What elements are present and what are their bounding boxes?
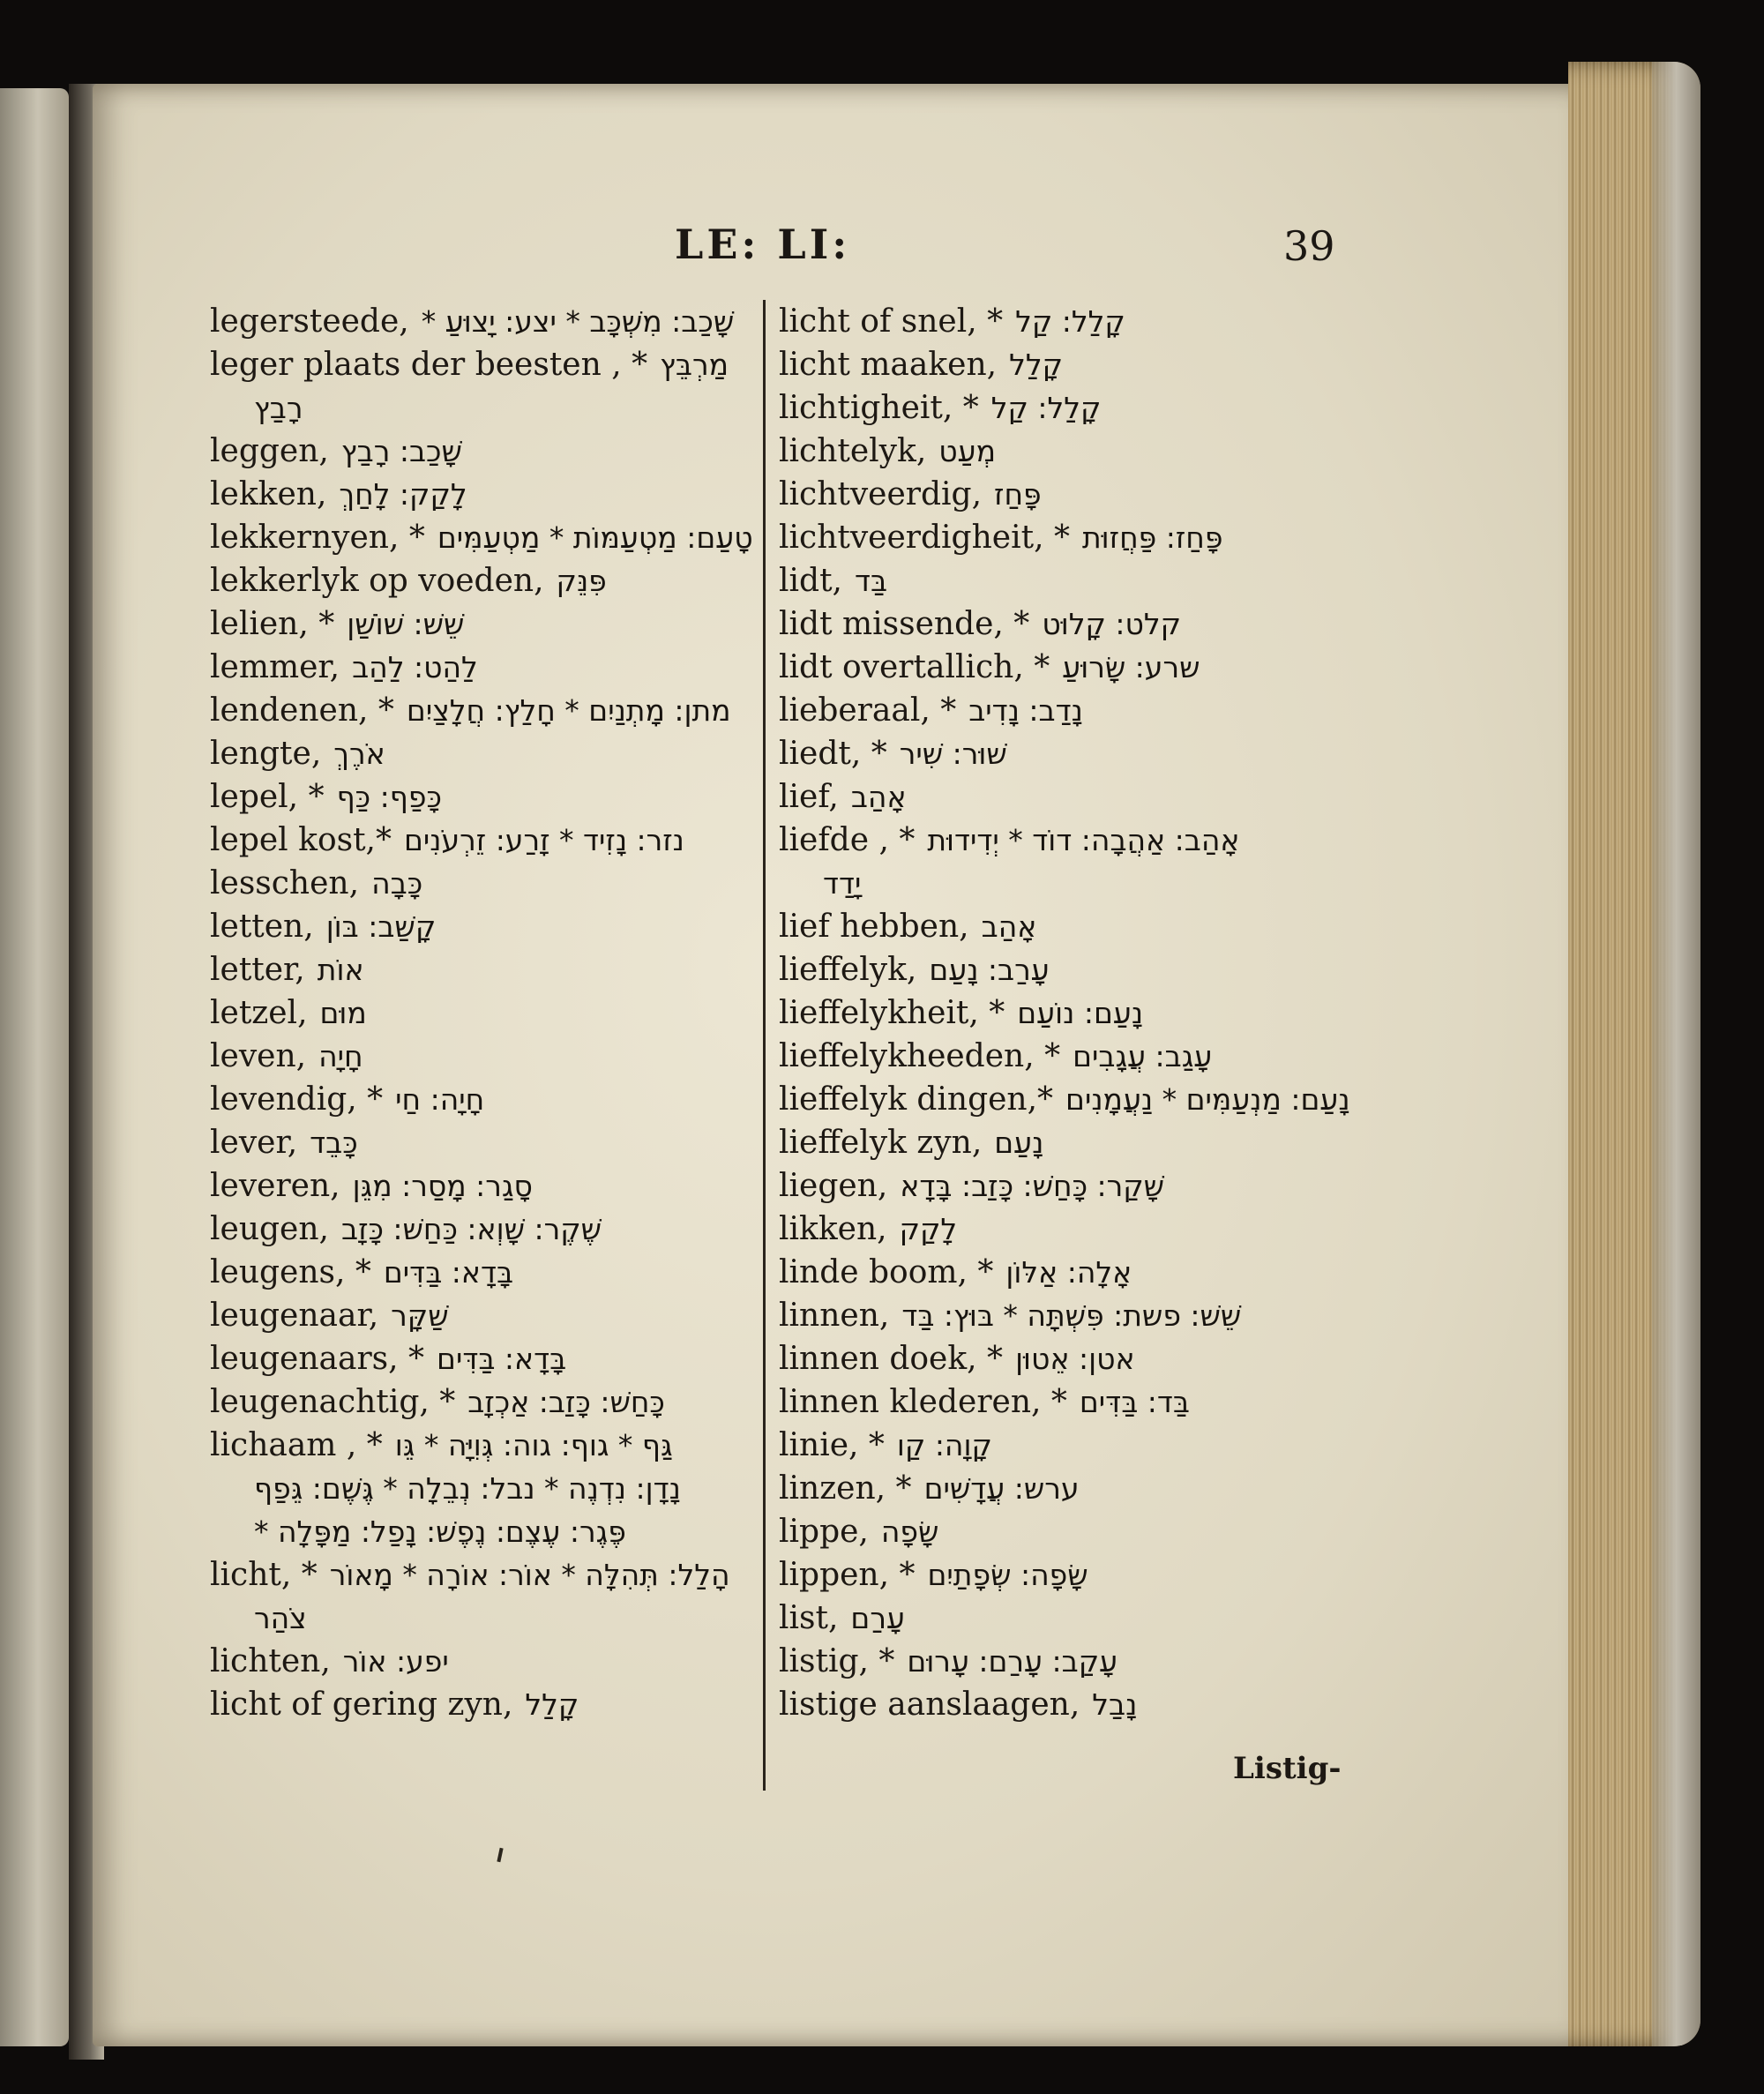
dictionary-entry — [779, 1078, 1350, 1121]
dictionary-entry — [779, 1683, 1273, 1726]
hebrew-equivalents: כָּפַף: כַּף — [336, 780, 442, 814]
hebrew-equivalents: הָלַל: תְּהִלָּה * אוֹר: אוֹרָה * מָאוֹר — [329, 1558, 730, 1592]
page-edges — [1568, 62, 1700, 2046]
dutch-headword: letter, — [210, 952, 305, 988]
dutch-headword: lemmer, — [210, 649, 340, 685]
hebrew-equivalents: מְעַט — [938, 434, 997, 468]
dictionary-entry — [210, 775, 752, 819]
dutch-headword: lieffelyk dingen,* — [779, 1081, 1054, 1118]
dictionary-entry — [779, 1208, 1273, 1251]
dutch-headword: legersteede, — [210, 303, 409, 340]
dutch-headword: leggen, — [210, 433, 329, 469]
dictionary-entry — [210, 473, 752, 516]
hebrew-equivalents: מתן: מָתְנַיִם * חָלַץ: חֲלָצַיִם — [406, 693, 731, 728]
dictionary-entry — [210, 905, 752, 948]
running-head: LE: LI: — [675, 221, 851, 268]
page-number: 39 — [1283, 222, 1335, 270]
hebrew-equivalents: פָּחַז: פַּחֲזוּת — [1081, 520, 1223, 555]
hebrew-equivalents: חָיָה: חַי — [395, 1082, 485, 1117]
dictionary-entry — [210, 1164, 752, 1208]
dutch-headword: lekkernyen, * — [210, 520, 425, 556]
dutch-headword: lepel kost,* — [210, 822, 392, 858]
dutch-headword: letten, — [210, 909, 314, 945]
hebrew-equivalents: עָקַב: עָרַם: עָרוּם — [907, 1644, 1118, 1679]
dictionary-entry — [210, 1251, 752, 1294]
dutch-headword: lekken, — [210, 476, 327, 512]
dutch-headword: lieberaal, * — [779, 692, 957, 729]
dutch-headword: leveren, — [210, 1168, 340, 1204]
dictionary-entry — [210, 430, 752, 473]
previous-page-edge — [0, 88, 69, 2046]
dictionary-entry — [779, 1380, 1273, 1424]
dictionary-entry — [210, 991, 752, 1035]
dictionary-entry — [210, 1035, 752, 1078]
dictionary-entry — [210, 689, 752, 732]
dutch-headword: licht of gering zyn, — [210, 1686, 513, 1723]
hebrew-equivalents: בַּד — [854, 564, 888, 598]
dictionary-entry — [210, 948, 752, 991]
dictionary-entry — [210, 1294, 752, 1337]
hebrew-equivalents: שָׁכַב: רָבַץ — [340, 434, 462, 468]
dictionary-entry — [779, 516, 1273, 559]
dictionary-entry — [779, 948, 1273, 991]
hebrew-equivalents: לַהַט: לַהַב — [352, 650, 478, 684]
right-column — [779, 300, 1350, 1726]
hebrew-equivalents: צֹהַר — [254, 1601, 307, 1635]
dictionary-entry — [779, 1251, 1273, 1294]
dictionary-entry — [210, 516, 752, 559]
dutch-headword: linzen, * — [779, 1470, 912, 1507]
dictionary-entry — [779, 732, 1273, 775]
hebrew-equivalents: שׁוּר: שִׁיר — [899, 737, 1007, 771]
hebrew-equivalents: קָלַל: קַל — [990, 391, 1102, 425]
hebrew-equivalents: יפע: אוֹר — [342, 1644, 449, 1679]
dictionary-entry — [779, 343, 1273, 386]
hebrew-equivalents: נָדָן: נִדְנֶה * נבל: נְבֵלָה * גֶּשֶׁם: גֵּפַף — [254, 1471, 681, 1506]
dictionary-entry — [210, 1597, 752, 1640]
dutch-headword: listige aanslaagen, — [779, 1686, 1080, 1723]
dictionary-entry — [779, 386, 1273, 430]
dictionary-entry — [779, 1121, 1273, 1164]
dictionary-entry — [779, 775, 1273, 819]
hebrew-equivalents: עָגַב: עֲגָבִים — [1073, 1039, 1213, 1073]
hebrew-equivalents: קָלַל: קַל — [1015, 304, 1125, 339]
dutch-headword: linie, * — [779, 1427, 885, 1463]
dutch-headword: leugen, — [210, 1211, 329, 1247]
dutch-headword: linnen klederen, * — [779, 1384, 1067, 1420]
dictionary-entry — [210, 1553, 752, 1597]
dictionary-entry — [779, 646, 1273, 689]
dutch-headword: lieffelyk, — [779, 952, 917, 988]
dictionary-entry — [779, 689, 1273, 732]
dictionary-entry — [779, 862, 1273, 905]
dictionary-entry — [210, 1121, 752, 1164]
dutch-headword: likken, — [779, 1211, 887, 1247]
dictionary-entry — [779, 430, 1273, 473]
dictionary-entry — [210, 1078, 752, 1121]
hebrew-equivalents: אטן: אֵטוּן — [1015, 1342, 1135, 1376]
hebrew-equivalents: פִּנֵּק — [556, 564, 607, 598]
dutch-headword: levendig, * — [210, 1081, 384, 1118]
left-column — [210, 300, 752, 1726]
dutch-headword: leugenachtig, * — [210, 1384, 456, 1420]
hebrew-equivalents: כָּחַשׁ: כָּזַב: אַכְזָב — [467, 1385, 665, 1419]
dutch-headword: lichten, — [210, 1643, 331, 1679]
dictionary-entry — [779, 1035, 1273, 1078]
dutch-headword: lever, — [210, 1125, 298, 1161]
dutch-headword: lieffelykheeden, * — [779, 1038, 1061, 1074]
hebrew-equivalents: לָקַק: לָחַךְ — [339, 477, 467, 512]
hebrew-equivalents: מוּם — [319, 996, 367, 1030]
hebrew-equivalents: אָלָה: אַלּוֹן — [1005, 1255, 1132, 1290]
dictionary-entry — [779, 1424, 1273, 1467]
dutch-headword: licht maaken, — [779, 347, 998, 383]
hebrew-equivalents: שַׁקָּר — [391, 1298, 449, 1333]
hebrew-equivalents: סָגַר: מָסַר: מִגֵּן — [352, 1169, 533, 1203]
dutch-headword: lichtveerdig, — [779, 476, 983, 512]
dictionary-entry — [779, 1164, 1273, 1208]
dictionary-entry — [779, 473, 1273, 516]
dutch-headword: lichtveerdigheit, * — [779, 520, 1070, 556]
dictionary-entry — [779, 819, 1273, 862]
dutch-headword: leugenaar, — [210, 1298, 379, 1334]
dictionary-entry — [779, 1597, 1273, 1640]
dutch-headword: lichtelyk, — [779, 433, 927, 469]
dutch-headword: leugenaars, * — [210, 1341, 425, 1377]
hebrew-equivalents: עָרַם — [850, 1601, 905, 1635]
hebrew-equivalents: שָׁקַר: כָּחַשׁ: כָּזַב: בָּדָא — [900, 1169, 1165, 1203]
hebrew-equivalents: בָּדָא: בַּדִּים — [437, 1342, 567, 1376]
dutch-headword: leugens, * — [210, 1254, 371, 1290]
hebrew-equivalents: קָלַל — [525, 1687, 579, 1722]
dutch-headword: lieffelykheit, * — [779, 995, 1005, 1031]
dictionary-entry — [210, 732, 752, 775]
hebrew-equivalents: נָעַם — [994, 1126, 1044, 1160]
hebrew-equivalents: שָׁכַב: מִשְׁכָּב * יצע: יָצוּעַ * — [421, 304, 735, 339]
hebrew-equivalents: שֵׁשׁ: פשת: פִּשְׁתָּה * בּוּץ: בַּד — [901, 1298, 1242, 1333]
dutch-headword: leger plaats der beesten , * — [210, 347, 648, 383]
hebrew-equivalents: כָּבָה — [371, 866, 423, 901]
hebrew-equivalents: שָׂפָה — [880, 1514, 939, 1549]
dutch-headword: linnen, — [779, 1298, 890, 1334]
hebrew-equivalents: אָהַב — [981, 909, 1037, 944]
hebrew-equivalents: פֶּגֶר: עֶצֶם: נֶפֶשׁ: נָפַל: מַפָּלָה * — [254, 1514, 626, 1549]
dutch-headword: list, — [779, 1600, 839, 1636]
hebrew-equivalents: קָשַׁב: בּוֹן — [325, 909, 437, 944]
dutch-headword: liedt, * — [779, 736, 887, 772]
hebrew-equivalents: יָדַד — [823, 866, 862, 901]
dutch-headword: lekkerlyk op voeden, — [210, 563, 544, 599]
hebrew-equivalents: פָּחַז — [994, 477, 1042, 512]
dutch-headword: liefde , * — [779, 822, 916, 858]
hebrew-equivalents: אֹרֶךְ — [333, 737, 385, 771]
dictionary-entry — [779, 1510, 1273, 1553]
hebrew-equivalents: מַרְבֵּץ — [660, 348, 729, 382]
dutch-headword: licht of snel, * — [779, 303, 1004, 340]
dictionary-entry — [210, 1380, 752, 1424]
dictionary-entry — [210, 1510, 752, 1553]
dutch-headword: licht, * — [210, 1557, 318, 1593]
dutch-headword: linnen doek, * — [779, 1341, 1004, 1377]
hebrew-equivalents: בָּדָא: בַּדִּים — [383, 1255, 514, 1290]
dictionary-entry — [210, 1467, 752, 1510]
hebrew-equivalents: נָעַם: נוֹעַם — [1017, 996, 1144, 1030]
hebrew-equivalents: גַּף * גוף: גוה: גְּוִיָּה * גֵּו — [394, 1428, 673, 1462]
hebrew-equivalents: טָעַם: מַטְעַמּוֹת * מַטְעַמִּים — [437, 520, 753, 555]
dutch-headword: liegen, — [779, 1168, 888, 1204]
dictionary-entry — [210, 819, 752, 862]
dutch-headword: lippe, — [779, 1514, 869, 1550]
dictionary-entry — [210, 300, 752, 343]
hebrew-equivalents: כָּבֵד — [310, 1126, 358, 1160]
dictionary-entry — [779, 905, 1273, 948]
dictionary-entry — [779, 1553, 1273, 1597]
dictionary-entry — [779, 1467, 1273, 1510]
dictionary-entry — [210, 646, 752, 689]
dutch-headword: lief, — [779, 779, 839, 815]
dictionary-entry — [779, 1640, 1273, 1683]
dictionary-entry — [779, 300, 1273, 343]
dictionary-entry — [210, 602, 752, 646]
dutch-headword: linde boom, * — [779, 1254, 994, 1290]
dictionary-entry — [779, 602, 1273, 646]
dictionary-entry — [210, 386, 752, 430]
dictionary-entry — [779, 991, 1273, 1035]
dictionary-entry — [210, 1640, 752, 1683]
dictionary-entry — [779, 1337, 1273, 1380]
hebrew-equivalents: רָבַץ — [254, 391, 303, 425]
dutch-headword: lichaam , * — [210, 1427, 383, 1463]
dictionary-entry — [779, 1294, 1273, 1337]
dutch-headword: lichtigheit, * — [779, 390, 979, 426]
hebrew-equivalents: קָלַל — [1009, 348, 1064, 382]
hebrew-equivalents: אוֹת — [317, 953, 364, 987]
hebrew-equivalents: נזר: נָזִיד * זָרַע: זֵרְעֹנִים — [404, 823, 684, 857]
dutch-headword: lief hebben, — [779, 909, 969, 945]
dutch-headword: letzel, — [210, 995, 308, 1031]
dictionary-entry — [210, 862, 752, 905]
hebrew-equivalents: לָקַק — [899, 1212, 958, 1246]
hebrew-equivalents: נָעַם: מַנְעַמִּים * נַעֲמָנִים — [1065, 1082, 1350, 1117]
dictionary-entry — [210, 1683, 752, 1726]
dictionary-entry — [210, 1337, 752, 1380]
dutch-headword: lidt, — [779, 563, 842, 599]
column-divider — [763, 300, 766, 1791]
hebrew-equivalents: עָרַב: נָעַם — [929, 953, 1050, 987]
hebrew-equivalents: קָוָה: קַו — [896, 1428, 992, 1462]
dutch-headword: lieffelyk zyn, — [779, 1125, 983, 1161]
hebrew-equivalents: שֵׁשׁ: שׁוֹשַׁן — [347, 607, 465, 641]
hebrew-equivalents: קלט: קָלוּט — [1042, 607, 1182, 641]
hebrew-equivalents: נָדַב: נָדִיב — [968, 693, 1083, 728]
dutch-headword: lidt missende, * — [779, 606, 1030, 642]
hebrew-equivalents: שָׂפָה: שְׂפָתַיִם — [927, 1558, 1088, 1592]
hebrew-equivalents: ערש: עֲדָשִׁים — [923, 1471, 1080, 1506]
hebrew-equivalents: אָהַב: אַהֲבָה: דוֹד * יְדִידוּת — [927, 823, 1240, 857]
dutch-headword: lepel, * — [210, 779, 325, 815]
catchword: Listig- — [1233, 1751, 1342, 1786]
hebrew-equivalents: שרע: שָׂרוּעַ — [1062, 650, 1200, 684]
dictionary-entry — [210, 1424, 752, 1467]
hebrew-equivalents: אָהַב — [850, 780, 907, 814]
dutch-headword: lendenen, * — [210, 692, 394, 729]
hebrew-equivalents: נָבַל — [1092, 1687, 1138, 1722]
dutch-headword: lippen, * — [779, 1557, 916, 1593]
dutch-headword: listig, * — [779, 1643, 895, 1679]
dictionary-entry — [210, 343, 752, 386]
dutch-headword: lidt overtallich, * — [779, 649, 1050, 685]
hebrew-equivalents: חָיָה — [318, 1039, 363, 1073]
dutch-headword: lelien, * — [210, 606, 335, 642]
dictionary-entry — [210, 1208, 752, 1251]
dutch-headword: leven, — [210, 1038, 307, 1074]
dictionary-entry — [779, 559, 1273, 602]
dictionary-entry — [210, 559, 752, 602]
hebrew-equivalents: בַּד: בַּדִּים — [1079, 1385, 1190, 1419]
dutch-headword: lengte, — [210, 736, 322, 772]
dutch-headword: lesschen, — [210, 865, 360, 901]
hebrew-equivalents: שֶׁקֶר: שָׁוְא: כַּחַשׁ: כָּזָב — [340, 1212, 602, 1246]
